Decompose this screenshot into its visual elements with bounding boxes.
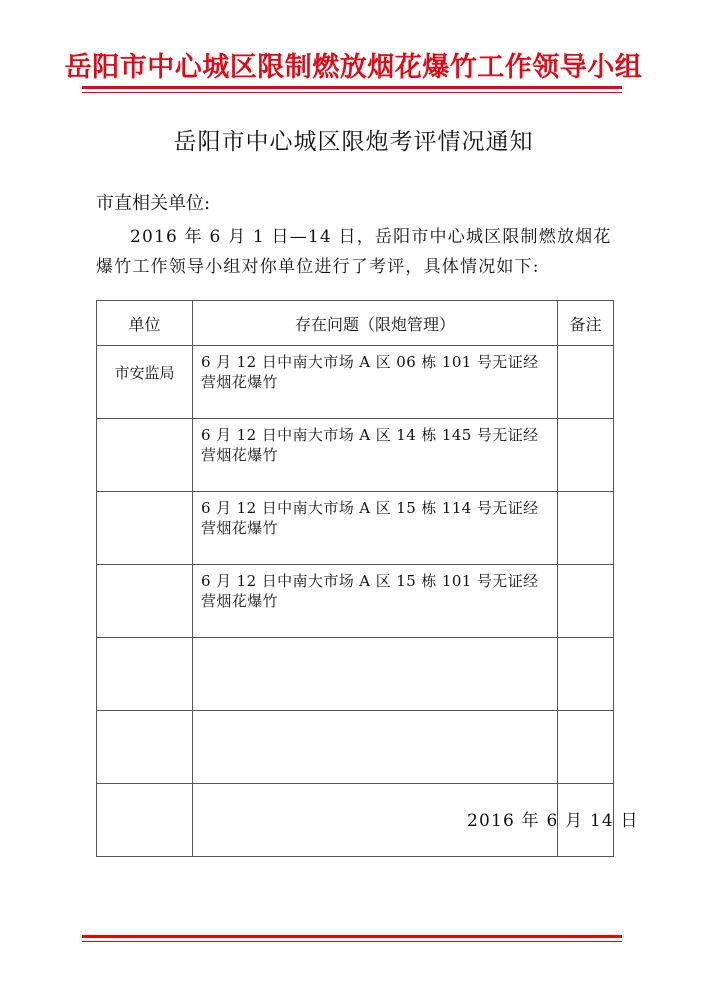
table-row — [97, 638, 614, 711]
header-rule-thin — [82, 92, 622, 93]
unit-cell — [97, 565, 193, 638]
review-table — [96, 300, 614, 857]
table-row — [97, 346, 614, 419]
header-rule-thick — [82, 86, 622, 89]
unit-cell — [97, 638, 193, 711]
issue-cell — [193, 638, 558, 711]
unit-cell: 市安监局 — [97, 346, 193, 419]
table-row — [97, 492, 614, 565]
addressee: 市直相关单位: — [96, 193, 211, 214]
table-header-row — [97, 301, 614, 346]
issue-cell: 6 月 12 日中南大市场 A 区 14 栋 145 号无证经营烟花爆竹 — [193, 419, 558, 492]
issue-date: 2016 年 6 月 14 日 — [467, 811, 639, 831]
unit-cell — [97, 784, 193, 857]
column-header-issue: 存在问题（限炮管理） — [193, 301, 558, 346]
footer-rule-thick — [82, 935, 622, 938]
column-header-note: 备注 — [558, 301, 614, 346]
issue-cell: 6 月 12 日中南大市场 A 区 15 栋 101 号无证经营烟花爆竹 — [193, 565, 558, 638]
note-cell — [558, 346, 614, 419]
table-row — [97, 711, 614, 784]
issue-cell — [193, 711, 558, 784]
notice-title: 岳阳市中心城区限炮考评情况通知 — [173, 129, 534, 155]
note-cell — [558, 711, 614, 784]
note-cell — [558, 419, 614, 492]
note-cell — [558, 565, 614, 638]
unit-cell — [97, 419, 193, 492]
issue-cell: 6 月 12 日中南大市场 A 区 06 栋 101 号无证经营烟花爆竹 — [193, 346, 558, 419]
table-row — [97, 419, 614, 492]
note-cell — [558, 492, 614, 565]
table-row — [97, 565, 614, 638]
note-cell — [558, 638, 614, 711]
unit-cell — [97, 492, 193, 565]
issue-cell: 6 月 12 日中南大市场 A 区 15 栋 114 号无证经营烟花爆竹 — [193, 492, 558, 565]
body-paragraph: 2016 年 6 月 1 日—14 日，岳阳市中心城区限制燃放烟花爆竹工作领导小组对你单位进行了考评，具体情况如下: — [96, 227, 612, 277]
column-header-unit: 单位 — [97, 301, 193, 346]
letterhead-title: 岳阳市中心城区限制燃放烟花爆竹工作领导小组 — [64, 52, 643, 83]
unit-cell — [97, 711, 193, 784]
footer-rule-thin — [82, 941, 622, 942]
